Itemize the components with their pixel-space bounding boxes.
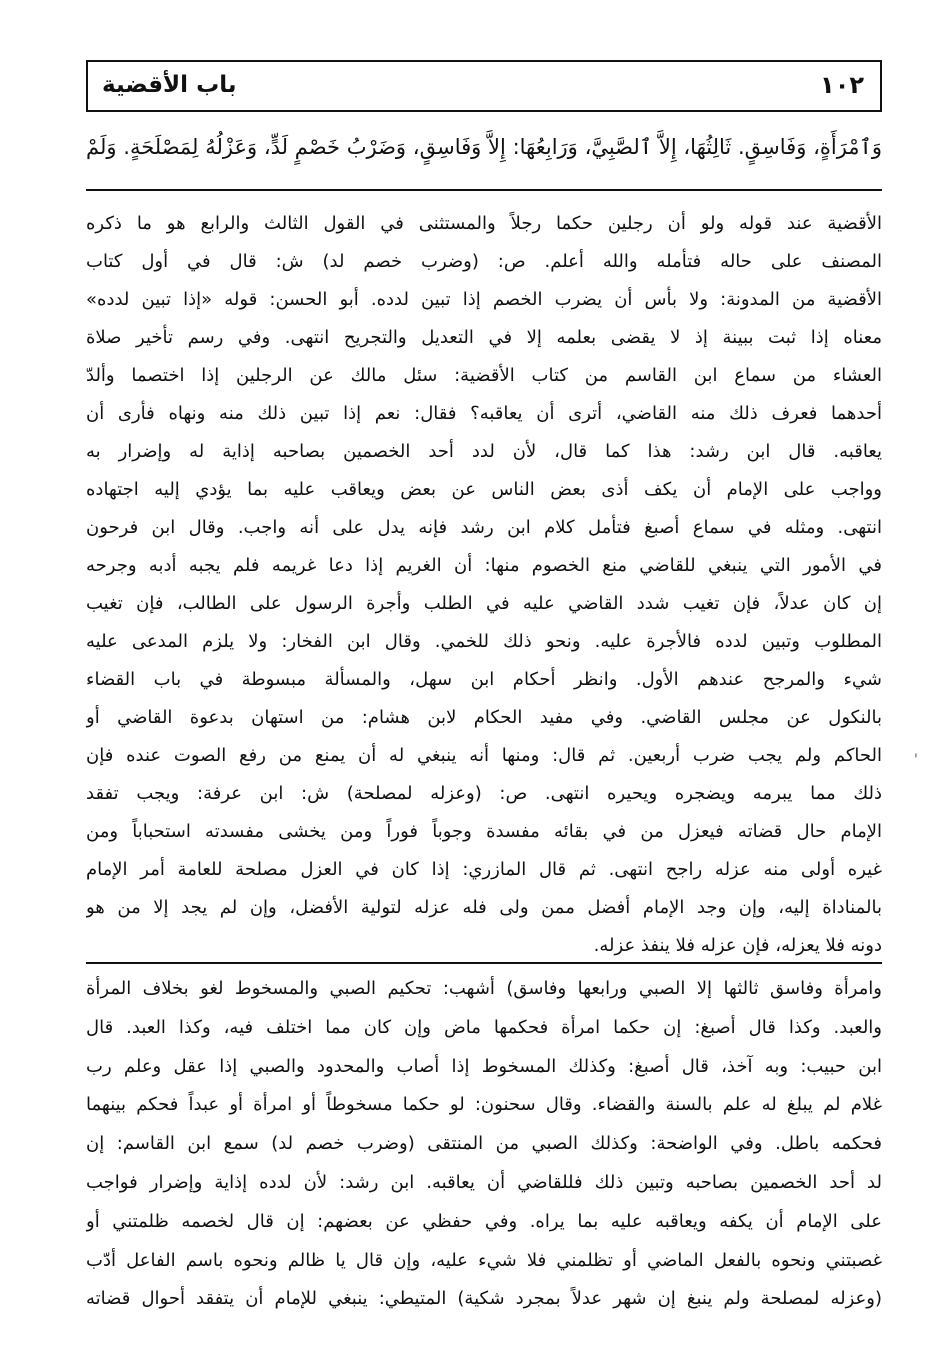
footnote-line: غصبتني ونحوه بالفعل الماضي أو تظلمني فلا شيء عليه، وإن قال يا ظالم ونحوه باسم الفاعل أدّب [86, 1249, 882, 1271]
commentary-line: الأقضية عند قوله ولو أن رجلين حكما رجلاً والمستثنى في القول الثالث والرابع هو ما ذكره [86, 213, 882, 234]
commentary-line: أحدهما فعرف ذلك منه القاضي، أترى أن يعاقبه؟ فقال: نعم إذا تبين ذلك منه ونهاه فأرى أن [86, 403, 882, 424]
commentary-line: الأقضية من المدونة: ولا بأس أن يضرب الخصم إذا تبين لدده. أبو الحسن: قوله «إذا تبين لدده» [86, 289, 882, 310]
footnote-line: على الإمام أن يكفه ويعاقبه عليه بما يراه. وفي حفظي عن بعضهم: إن قال لخصمه ظلمتني أو [86, 1210, 882, 1232]
commentary-line: إن كان عدلاً، فإن تغيب شدد القاضي عليه في الطلب وأجرة الرسول على الطالب، فإن تغيب [86, 593, 882, 614]
commentary-line: الإمام حال قضاته فيعزل من في بقائه مفسدة وجوباً فوراً ومن يخشى مفسدته استحباباً ومن [86, 821, 882, 842]
commentary-line: بالمناداة إليه، وإن وجد الإمام أفضل ممن ولى فله عزله لتولية الأفضل، وإن لم يجد إلا من هو [86, 897, 882, 918]
main-text-line: وَٱمْرَأَةٍ، وَفَاسِقٍ. ثَالِثُهَا، إِلاَّ ٱلصَّبِيَّ، وَرَابِعُهَا: إِلاَّ وَفَاسِقٍ، وَضَرْبُ خَصْمٍ لَدٍّ، وَعَزْلُهُ لِمَصْلَحَةٍ. وَلَمْ [86, 135, 882, 159]
separator-rule-top [86, 189, 882, 191]
footnote-line: وامرأة وفاسق ثالثها إلا الصبي ورابعها وفاسق) أشهب: تحكيم الصبي والمسخوط لغو بخلاف المرأة [86, 978, 882, 999]
commentary-line: المطلوب وتبين لدده فالأجرة عليه. ونحو ذلك للخمي. وقال ابن الفخار: ولا يلزم المدعى عليه [86, 631, 882, 652]
commentary-line: المصنف على حاله فتأمله والله أعلم. ص: (وضرب خصم لد) ش: قال في أول كتاب [86, 251, 882, 272]
footnote-line: غلام لم يبلغ له علم بالسنة والقضاء. وقال سحنون: لو حكما مسخوطاً أو امرأة أو عبداً فحكم بينهما [86, 1094, 882, 1116]
commentary-line: شيء والمرجح عندهم الأول. وانظر أحكام ابن سهل، والمسألة مبسوطة في باب القضاء [86, 669, 882, 690]
commentary-line: في الأمور التي ينبغي للقاضي منع الخصوم منها: أن الغريم إذا دعا غريمه فلم يجبه أدبه وجرحه [86, 555, 882, 576]
separator-rule-bottom [86, 962, 882, 964]
page-number: ١٠٢ [820, 71, 864, 99]
margin-mark: ' [914, 752, 918, 768]
footnote-block [86, 970, 882, 1319]
commentary-block [86, 205, 882, 965]
footnote-line: (وعزله لمصلحة ولم ينبغ إن شهر عدلاً بمجرد شكية) المتيطي: ينبغي للإمام أن يتفقد أحوال قضاته [86, 1288, 882, 1310]
commentary-line: دونه فلا يعزله، فإن عزله فلا ينفذ عزله. [593, 935, 882, 956]
commentary-line: وواجب على الإمام أن يكف أذى بعض الناس عن بعض ويعاقب عليه بما يؤدي إليه اجتهاده [86, 479, 882, 500]
commentary-line: ذلك مما يبرمه ويضجره ويحيره انتهى. ص: (وعزله لمصلحة) ش: ابن عرفة: ويجب تفقد [86, 783, 882, 804]
commentary-line: معناه إذا ثبت ببينة إذ لا يقضى بعلمه إلا في التعديل والتجريح انتهى. وفي رسم تأخير صلاة [86, 327, 882, 348]
commentary-line: غيره أولى منه عزله راجح انتهى. ثم قال المازري: إذا كان في العزل مصلحة للعامة أمر الإمام [86, 859, 882, 880]
footnote-line: لد أحد الخصمين بصاحبه وتبين ذلك فللقاضي أن يعاقبه. ابن رشد: لأن لدده إذاية وإضرار فواجب [86, 1171, 882, 1193]
footnote-line: ابن حبيب: وبه آخذ، قال أصبغ: وكذلك المسخوط إذا أصاب والمحدود والصبي إذا عقل وعلم رب [86, 1055, 882, 1077]
commentary-line: انتهى. ومثله في سماع أصبغ فتأمل كلام ابن رشد فإنه يدل على أنه واجب. وقال ابن فرحون [86, 517, 882, 538]
commentary-line: بالنكول عن مجلس القاضي. وفي مفيد الحكام لابن هشام: من استهان بدعوة القاضي أو [86, 707, 882, 728]
footnote-line: والعبد. وكذا قال أصبغ: إن حكما امرأة فحكمها ماض وإن كان مما اختلف فيه، وكذا العبد. قال [86, 1016, 882, 1038]
commentary-line: يعاقبه. قال ابن رشد: هذا كما قال، لأن لدد أحد الخصمين بصاحبه إذاية له وإضرار به [86, 441, 882, 462]
page-header [86, 60, 882, 112]
commentary-line: الحاكم ولم يجب ضرب أربعين. ثم قال: ومنها أنه ينبغي له أن يمنع من رفع الصوت عنده فإن [86, 745, 882, 766]
commentary-line: العشاء من سماع ابن القاسم من كتاب الأقضية: سئل مالك عن الرجلين إذا اختصما وألدّ [86, 365, 882, 386]
footnote-line: فحكمه باطل. وفي الواضحة: وكذلك الصبي من المنتقى (وضرب خصم لد) سمع ابن القاسم: إن [86, 1133, 882, 1155]
chapter-title: باب الأقضية [102, 72, 237, 98]
